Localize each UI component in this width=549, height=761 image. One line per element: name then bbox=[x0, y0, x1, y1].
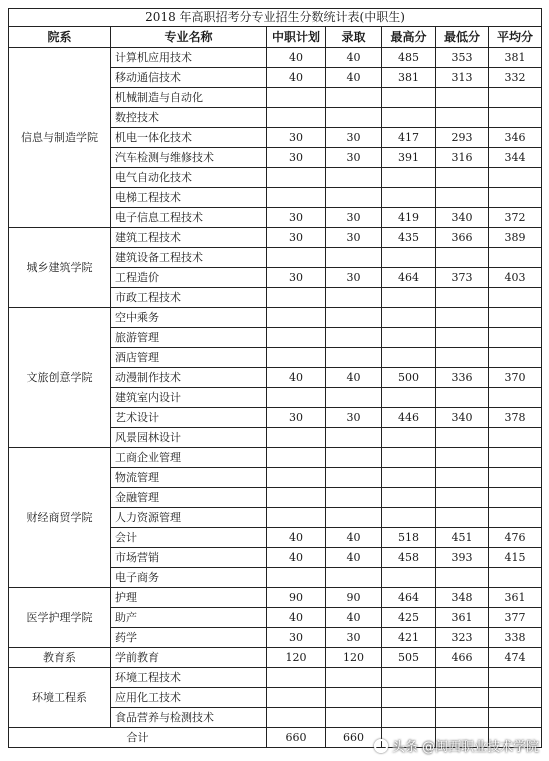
major-name: 工商企业管理 bbox=[111, 448, 267, 468]
admitted-count bbox=[326, 708, 382, 728]
max-score: 458 bbox=[382, 548, 436, 568]
college-name: 信息与制造学院 bbox=[9, 48, 111, 228]
watermark bbox=[374, 736, 539, 755]
plan-count bbox=[267, 308, 326, 328]
major-name: 机电一体化技术 bbox=[111, 128, 267, 148]
table-row bbox=[9, 448, 542, 468]
min-score: 366 bbox=[436, 228, 489, 248]
max-score bbox=[382, 348, 436, 368]
max-score bbox=[382, 288, 436, 308]
max-score bbox=[382, 568, 436, 588]
min-score: 316 bbox=[436, 148, 489, 168]
admitted-count: 30 bbox=[326, 228, 382, 248]
college-name: 文旅创意学院 bbox=[9, 308, 111, 448]
max-score bbox=[382, 188, 436, 208]
admitted-count: 30 bbox=[326, 128, 382, 148]
plan-count bbox=[267, 568, 326, 588]
plan-count bbox=[267, 428, 326, 448]
max-score bbox=[382, 248, 436, 268]
table-title: 2018 年高职招考分专业招生分数统计表(中职生) bbox=[9, 9, 542, 27]
plan-count bbox=[267, 708, 326, 728]
min-score bbox=[436, 488, 489, 508]
major-name: 风景园林设计 bbox=[111, 428, 267, 448]
max-score: 485 bbox=[382, 48, 436, 68]
max-score bbox=[382, 388, 436, 408]
admitted-count bbox=[326, 108, 382, 128]
max-score: 464 bbox=[382, 268, 436, 288]
min-score: 373 bbox=[436, 268, 489, 288]
admitted-count: 40 bbox=[326, 528, 382, 548]
plan-count: 90 bbox=[267, 588, 326, 608]
table-row bbox=[9, 588, 542, 608]
avg-score: 338 bbox=[489, 628, 542, 648]
min-score: 466 bbox=[436, 648, 489, 668]
header-major: 专业名称 bbox=[111, 27, 267, 48]
college-name: 财经商贸学院 bbox=[9, 448, 111, 588]
major-name: 应用化工技术 bbox=[111, 688, 267, 708]
min-score: 361 bbox=[436, 608, 489, 628]
admitted-count bbox=[326, 328, 382, 348]
major-name: 动漫制作技术 bbox=[111, 368, 267, 388]
min-score bbox=[436, 348, 489, 368]
min-score: 353 bbox=[436, 48, 489, 68]
admitted-count bbox=[326, 448, 382, 468]
major-name: 计算机应用技术 bbox=[111, 48, 267, 68]
avg-score: 332 bbox=[489, 68, 542, 88]
admitted-count bbox=[326, 428, 382, 448]
plan-count: 30 bbox=[267, 128, 326, 148]
max-score bbox=[382, 448, 436, 468]
max-score bbox=[382, 328, 436, 348]
table-body bbox=[9, 48, 542, 728]
admitted-count bbox=[326, 488, 382, 508]
avg-score bbox=[489, 88, 542, 108]
max-score bbox=[382, 308, 436, 328]
max-score bbox=[382, 488, 436, 508]
avg-score bbox=[489, 308, 542, 328]
max-score: 381 bbox=[382, 68, 436, 88]
max-score bbox=[382, 108, 436, 128]
major-name: 酒店管理 bbox=[111, 348, 267, 368]
min-score bbox=[436, 168, 489, 188]
major-name: 空中乘务 bbox=[111, 308, 267, 328]
major-name: 物流管理 bbox=[111, 468, 267, 488]
table-row bbox=[9, 308, 542, 328]
avg-score: 403 bbox=[489, 268, 542, 288]
admitted-count bbox=[326, 288, 382, 308]
max-score: 500 bbox=[382, 368, 436, 388]
avg-score: 344 bbox=[489, 148, 542, 168]
min-score bbox=[436, 388, 489, 408]
avg-score bbox=[489, 668, 542, 688]
plan-count: 40 bbox=[267, 528, 326, 548]
major-name: 艺术设计 bbox=[111, 408, 267, 428]
plan-count: 30 bbox=[267, 228, 326, 248]
admitted-count bbox=[326, 168, 382, 188]
major-name: 电子商务 bbox=[111, 568, 267, 588]
major-name: 数控技术 bbox=[111, 108, 267, 128]
major-name: 护理 bbox=[111, 588, 267, 608]
plan-count: 30 bbox=[267, 148, 326, 168]
major-name: 助产 bbox=[111, 608, 267, 628]
college-name: 环境工程系 bbox=[9, 668, 111, 728]
min-score bbox=[436, 308, 489, 328]
avg-score: 389 bbox=[489, 228, 542, 248]
college-name: 教育系 bbox=[9, 648, 111, 668]
max-score bbox=[382, 428, 436, 448]
major-name: 食品营养与检测技术 bbox=[111, 708, 267, 728]
plan-count bbox=[267, 328, 326, 348]
admitted-count: 30 bbox=[326, 408, 382, 428]
admitted-count: 90 bbox=[326, 588, 382, 608]
score-table bbox=[8, 8, 542, 748]
plan-count: 30 bbox=[267, 408, 326, 428]
major-name: 工程造价 bbox=[111, 268, 267, 288]
min-score: 348 bbox=[436, 588, 489, 608]
total-admitted: 660 bbox=[326, 728, 382, 748]
max-score: 419 bbox=[382, 208, 436, 228]
major-name: 机械制造与自动化 bbox=[111, 88, 267, 108]
major-name: 电气自动化技术 bbox=[111, 168, 267, 188]
plan-count bbox=[267, 388, 326, 408]
avg-score: 346 bbox=[489, 128, 542, 148]
major-name: 旅游管理 bbox=[111, 328, 267, 348]
major-name: 市场营销 bbox=[111, 548, 267, 568]
admitted-count: 30 bbox=[326, 628, 382, 648]
avg-score: 370 bbox=[489, 368, 542, 388]
plan-count bbox=[267, 88, 326, 108]
min-score bbox=[436, 428, 489, 448]
max-score: 435 bbox=[382, 228, 436, 248]
plan-count: 40 bbox=[267, 548, 326, 568]
major-name: 市政工程技术 bbox=[111, 288, 267, 308]
max-score: 417 bbox=[382, 128, 436, 148]
avg-score: 474 bbox=[489, 648, 542, 668]
major-name: 会计 bbox=[111, 528, 267, 548]
max-score: 518 bbox=[382, 528, 436, 548]
header-avg: 平均分 bbox=[489, 27, 542, 48]
plan-count bbox=[267, 688, 326, 708]
plan-count: 40 bbox=[267, 48, 326, 68]
min-score bbox=[436, 288, 489, 308]
min-score bbox=[436, 328, 489, 348]
min-score: 340 bbox=[436, 208, 489, 228]
avg-score bbox=[489, 288, 542, 308]
avg-score bbox=[489, 708, 542, 728]
header-min: 最低分 bbox=[436, 27, 489, 48]
max-score: 446 bbox=[382, 408, 436, 428]
plan-count: 40 bbox=[267, 368, 326, 388]
admitted-count bbox=[326, 508, 382, 528]
admitted-count: 40 bbox=[326, 548, 382, 568]
score-sheet bbox=[8, 8, 541, 748]
min-score: 313 bbox=[436, 68, 489, 88]
min-score bbox=[436, 108, 489, 128]
account-logo-icon bbox=[374, 739, 388, 753]
admitted-count bbox=[326, 188, 382, 208]
avg-score: 381 bbox=[489, 48, 542, 68]
min-score bbox=[436, 468, 489, 488]
major-name: 建筑室内设计 bbox=[111, 388, 267, 408]
avg-score: 378 bbox=[489, 408, 542, 428]
major-name: 人力资源管理 bbox=[111, 508, 267, 528]
major-name: 电梯工程技术 bbox=[111, 188, 267, 208]
min-score: 451 bbox=[436, 528, 489, 548]
avg-score: 372 bbox=[489, 208, 542, 228]
max-score: 505 bbox=[382, 648, 436, 668]
plan-count: 30 bbox=[267, 268, 326, 288]
min-score: 336 bbox=[436, 368, 489, 388]
header-plan: 中职计划 bbox=[267, 27, 326, 48]
avg-score: 361 bbox=[489, 588, 542, 608]
header-max: 最高分 bbox=[382, 27, 436, 48]
major-name: 移动通信技术 bbox=[111, 68, 267, 88]
admitted-count bbox=[326, 668, 382, 688]
header-row bbox=[9, 27, 542, 48]
plan-count bbox=[267, 668, 326, 688]
max-score: 464 bbox=[382, 588, 436, 608]
table-row bbox=[9, 668, 542, 688]
admitted-count: 40 bbox=[326, 368, 382, 388]
admitted-count bbox=[326, 308, 382, 328]
avg-score: 476 bbox=[489, 528, 542, 548]
max-score bbox=[382, 688, 436, 708]
admitted-count: 40 bbox=[326, 48, 382, 68]
avg-score bbox=[489, 468, 542, 488]
admitted-count: 30 bbox=[326, 148, 382, 168]
max-score: 421 bbox=[382, 628, 436, 648]
avg-score bbox=[489, 108, 542, 128]
avg-score bbox=[489, 508, 542, 528]
admitted-count bbox=[326, 248, 382, 268]
avg-score: 377 bbox=[489, 608, 542, 628]
avg-score bbox=[489, 348, 542, 368]
plan-count bbox=[267, 448, 326, 468]
max-score bbox=[382, 508, 436, 528]
total-plan: 660 bbox=[267, 728, 326, 748]
min-score bbox=[436, 688, 489, 708]
max-score bbox=[382, 168, 436, 188]
header-college: 院系 bbox=[9, 27, 111, 48]
min-score bbox=[436, 188, 489, 208]
min-score: 323 bbox=[436, 628, 489, 648]
admitted-count: 40 bbox=[326, 68, 382, 88]
avg-score bbox=[489, 248, 542, 268]
min-score bbox=[436, 248, 489, 268]
plan-count bbox=[267, 468, 326, 488]
admitted-count bbox=[326, 88, 382, 108]
max-score bbox=[382, 468, 436, 488]
min-score bbox=[436, 708, 489, 728]
major-name: 药学 bbox=[111, 628, 267, 648]
avg-score bbox=[489, 428, 542, 448]
min-score bbox=[436, 568, 489, 588]
plan-count bbox=[267, 488, 326, 508]
major-name: 学前教育 bbox=[111, 648, 267, 668]
major-name: 金融管理 bbox=[111, 488, 267, 508]
plan-count bbox=[267, 108, 326, 128]
admitted-count bbox=[326, 568, 382, 588]
college-name: 医学护理学院 bbox=[9, 588, 111, 648]
major-name: 建筑工程技术 bbox=[111, 228, 267, 248]
min-score: 393 bbox=[436, 548, 489, 568]
avg-score bbox=[489, 188, 542, 208]
major-name: 建筑设备工程技术 bbox=[111, 248, 267, 268]
min-score: 340 bbox=[436, 408, 489, 428]
admitted-count: 30 bbox=[326, 268, 382, 288]
admitted-count bbox=[326, 688, 382, 708]
min-score bbox=[436, 668, 489, 688]
total-label: 合计 bbox=[9, 728, 267, 748]
admitted-count: 30 bbox=[326, 208, 382, 228]
plan-count: 30 bbox=[267, 208, 326, 228]
major-name: 电子信息工程技术 bbox=[111, 208, 267, 228]
admitted-count bbox=[326, 388, 382, 408]
table-row bbox=[9, 228, 542, 248]
avg-score bbox=[489, 168, 542, 188]
plan-count bbox=[267, 348, 326, 368]
college-name: 城乡建筑学院 bbox=[9, 228, 111, 308]
watermark-text: 头条 @闽西职业技术学院 bbox=[391, 740, 539, 755]
plan-count: 40 bbox=[267, 608, 326, 628]
avg-score: 415 bbox=[489, 548, 542, 568]
avg-score bbox=[489, 448, 542, 468]
plan-count bbox=[267, 288, 326, 308]
major-name: 汽车检测与维修技术 bbox=[111, 148, 267, 168]
admitted-count: 40 bbox=[326, 608, 382, 628]
admitted-count bbox=[326, 348, 382, 368]
plan-count bbox=[267, 188, 326, 208]
plan-count bbox=[267, 168, 326, 188]
min-score bbox=[436, 508, 489, 528]
max-score bbox=[382, 88, 436, 108]
max-score: 391 bbox=[382, 148, 436, 168]
plan-count: 120 bbox=[267, 648, 326, 668]
table-row bbox=[9, 648, 542, 668]
plan-count: 30 bbox=[267, 628, 326, 648]
avg-score bbox=[489, 568, 542, 588]
admitted-count bbox=[326, 468, 382, 488]
admitted-count: 120 bbox=[326, 648, 382, 668]
max-score bbox=[382, 708, 436, 728]
avg-score bbox=[489, 488, 542, 508]
table-row bbox=[9, 48, 542, 68]
avg-score bbox=[489, 388, 542, 408]
max-score bbox=[382, 668, 436, 688]
min-score bbox=[436, 88, 489, 108]
plan-count bbox=[267, 508, 326, 528]
header-admitted: 录取 bbox=[326, 27, 382, 48]
max-score: 425 bbox=[382, 608, 436, 628]
plan-count: 40 bbox=[267, 68, 326, 88]
min-score: 293 bbox=[436, 128, 489, 148]
avg-score bbox=[489, 328, 542, 348]
plan-count bbox=[267, 248, 326, 268]
min-score bbox=[436, 448, 489, 468]
avg-score bbox=[489, 688, 542, 708]
major-name: 环境工程技术 bbox=[111, 668, 267, 688]
